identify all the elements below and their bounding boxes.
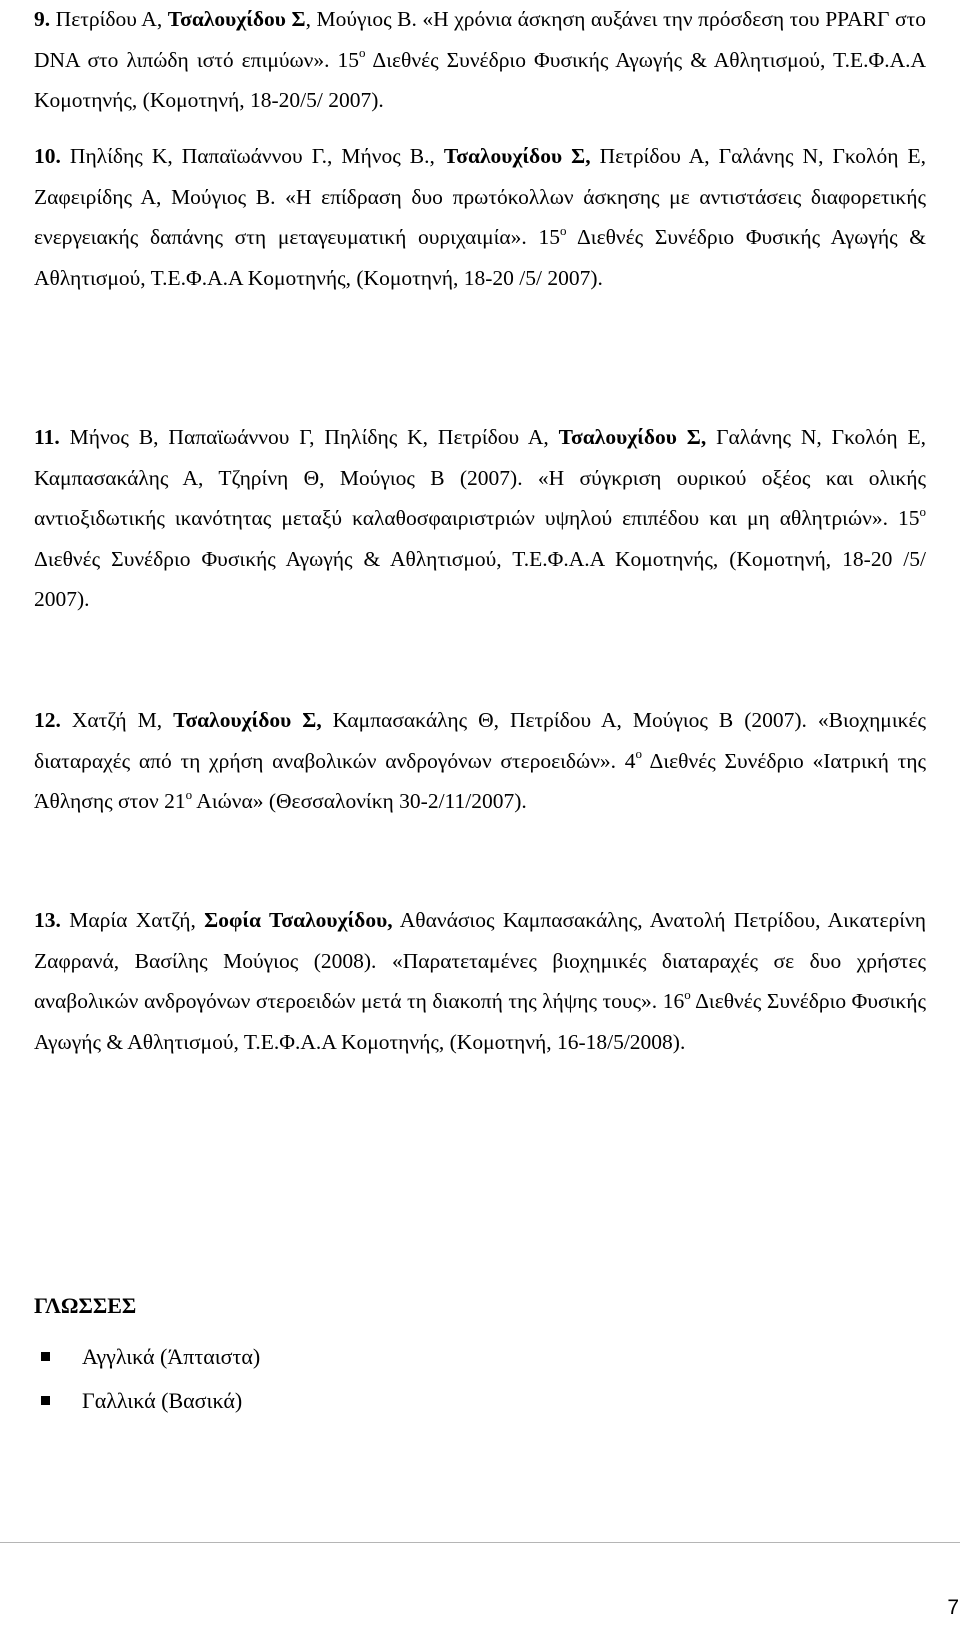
ordinal-superscript: ο	[684, 987, 691, 1003]
entry-text: Μήνος Β, Παπαϊωάννου Γ, Πηλίδης Κ, Πετρίδου Α,	[59, 425, 559, 449]
entry-text: Πετρίδου Α,	[50, 7, 168, 31]
entry-text: , Μούγιος Β. «Η χρόνια άσκηση αυξάνει την πρόσδεση του PPARΓ στο DNA στο λιπώδη ιστό επιμύων». 15	[34, 7, 926, 72]
entry-number: 11.	[34, 425, 60, 449]
publication-entry-12	[34, 700, 926, 822]
entry-number: 12.	[34, 708, 61, 732]
entry-text: Γαλάνης Ν, Γκολόη Ε, Καμπασακάλης Α, Τζηρίνη Θ, Μούγιος Β (2007). «Η σύγκριση ουρικού οξέος και ολικής αντιοξιδωτικής ικανότητας μεταξύ καλαθοσφαιριστριών υψηλού επιπέδου και μη αθλητριών». 15	[34, 425, 927, 531]
entry-text: Πηλίδης Κ, Παπαϊωάννου Γ., Μήνος Β.,	[60, 144, 444, 168]
page-number: 7	[947, 1596, 959, 1619]
entry-text: Διεθνές Συνέδριο Φυσικής Αγωγής & Αθλητισμού, Τ.Ε.Φ.Α.Α Κομοτηνής, (Κομοτηνή, 18-20 /5/ 2007).	[34, 546, 926, 612]
entry-text: Αθανάσιος Καμπασακάλης, Ανατολή Πετρίδου, Αικατερίνη Ζαφρανά, Βασίλης Μούγιος (2008). «Παρατεταμένες βιοχημικές διαταραχές σε δυο χρήστες αναβολικών ανδρογόνων στεροειδών μετά τη διακοπή της λήψης τους». 16	[34, 908, 926, 1014]
languages-heading: ΓΛΩΣΣΕΣ	[34, 1293, 137, 1318]
publication-entry-13	[34, 900, 926, 1062]
publication-entry-10	[34, 136, 926, 298]
entry-number: 9.	[34, 7, 51, 31]
highlighted-author: Τσαλουχίδου Σ,	[443, 144, 591, 168]
highlighted-author: Τσαλουχίδου Σ	[167, 7, 306, 31]
publication-entry-11	[34, 417, 926, 620]
highlighted-author: Τσαλουχίδου Σ,	[558, 425, 707, 449]
entry-text: Μαρία Χατζή,	[60, 908, 205, 932]
publication-entry-9	[34, 0, 926, 121]
ordinal-superscript: ο	[185, 787, 193, 803]
ordinal-superscript: ο	[635, 746, 643, 762]
highlighted-author: Σοφία Τσαλουχίδου,	[204, 908, 393, 932]
entry-text: Αιώνα» (Θεσσαλονίκη 30-2/11/2007).	[192, 789, 527, 814]
entry-text: Διεθνές Συνέδριο Φυσικής Αγωγής & Αθλητισμού, Τ.Ε.Φ.Α.Α Κομοτηνής, (Κομοτηνή, 16-18/5/2008).	[34, 989, 926, 1054]
ordinal-superscript: ο	[359, 45, 366, 61]
entry-text: Διεθνές Συνέδριο Φυσικής Αγωγής & Αθλητισμού, Τ.Ε.Φ.Α.Α Κομοτηνής, (Κομοτηνή, 18-20/5/ 2007).	[34, 47, 926, 113]
footer-divider	[0, 1542, 960, 1543]
entry-text: Διεθνές Συνέδριο «Ιατρική της Άθλησης στον 21	[34, 748, 926, 814]
ordinal-superscript: ο	[559, 223, 567, 239]
language-label: Αγγλικά (Άπταιστα)	[82, 1344, 261, 1369]
entry-text: Διεθνές Συνέδριο Φυσικής Αγωγής & Αθλητισμού, Τ.Ε.Φ.Α.Α Κομοτηνής, (Κομοτηνή, 18-20 /5/ 2007).	[34, 225, 927, 290]
language-label: Γαλλικά (Βασικά)	[82, 1388, 243, 1413]
square-bullet-icon	[41, 1352, 50, 1361]
entry-text: Καμπασακάλης Θ, Πετρίδου Α, Μούγιος Β (2007). «Βιοχημικές διαταραχές από τη χρήση αναβολικών ανδρογόνων στεροειδών». 4	[34, 708, 926, 773]
highlighted-author: Τσαλουχίδου Σ,	[173, 708, 322, 732]
square-bullet-icon	[41, 1396, 50, 1405]
entry-number: 13.	[34, 908, 61, 932]
entry-text: Χατζή Μ,	[60, 708, 174, 732]
ordinal-superscript: ο	[919, 504, 926, 520]
entry-number: 10.	[34, 144, 61, 168]
entry-text: Πετρίδου Α, Γαλάνης Ν, Γκολόη Ε, Ζαφειρίδης Α, Μούγιος Β. «Η επίδραση δυο πρωτόκολλων άσκησης με αντιστάσεις διαφορετικής ενεργειακής δαπάνης στη μεταγευματική ουριχαιμία». 15	[34, 144, 927, 250]
